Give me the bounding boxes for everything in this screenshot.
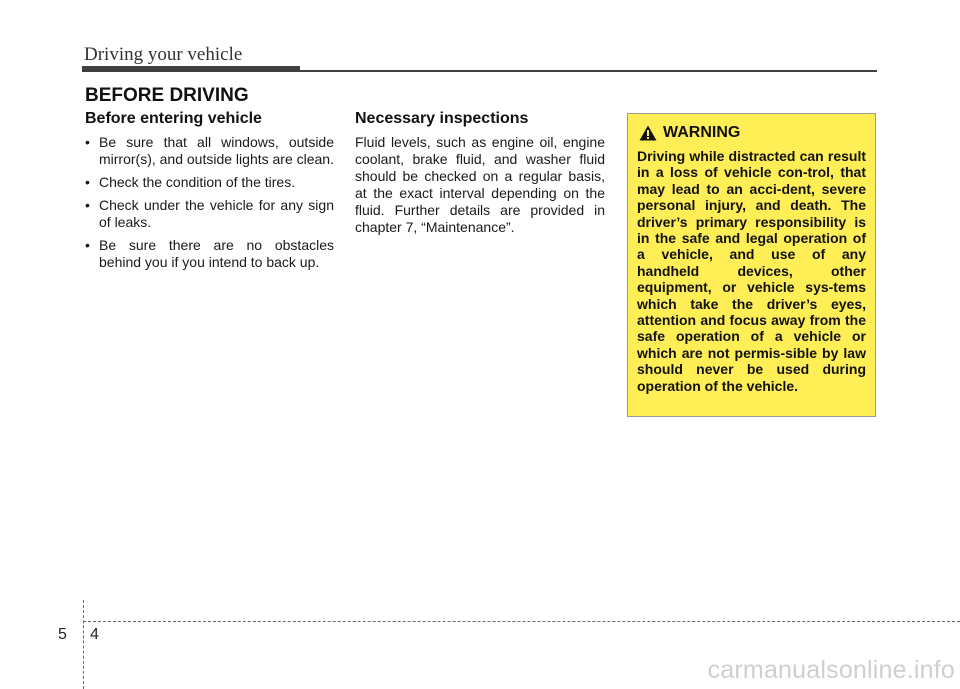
warning-box	[627, 113, 876, 417]
header-rule	[300, 70, 877, 72]
inspections-column	[355, 110, 605, 236]
inspections-heading: Necessary inspections	[355, 110, 529, 127]
warning-title: WARNING	[663, 124, 741, 141]
before-entering-heading: Before entering vehicle	[85, 110, 262, 127]
list-item: • Be sure there are no obstacles behind you if you intend to back up.	[85, 237, 334, 271]
list-item: • Check the condition of the tires.	[85, 174, 334, 191]
before-entering-column	[85, 110, 334, 277]
page-number: 4	[90, 626, 99, 643]
list-item: • Be sure that all windows, outside mirror(s), and outside lights are clean.	[85, 134, 334, 168]
running-header: Driving your vehicle	[84, 44, 243, 65]
inspections-paragraph: Fluid levels, such as engine oil, engine coolant, brake fluid, and washer fluid should be checked on a regular basis, at the exact interval depending on the fluid. Further details are provided in chapter 7, “Maintenance”.	[355, 134, 605, 235]
warning-text: Driving while distracted can result in a loss of vehicle con-trol, that may lead to an acci-dent, severe personal injury, and death. The driver’s primary responsibility is in the safe and legal operation of a vehicle, and use of any handheld devices, other equipment, or vehicle sys-tems which take the driver’s eyes, attention and focus away from the safe operation of a vehicle or which are not permis-sible by law should never be used during operation of the vehicle.	[637, 148, 866, 394]
before-entering-list	[85, 134, 334, 271]
footer-rule	[83, 621, 960, 622]
warning-triangle-icon	[639, 125, 657, 141]
warning-header	[637, 124, 866, 142]
watermark: carmanualsonline.info	[707, 656, 955, 684]
footer-divider	[83, 600, 84, 689]
list-item: • Check under the vehicle for any sign of leaks.	[85, 197, 334, 231]
header-bar	[82, 66, 300, 72]
chapter-number: 5	[58, 626, 67, 643]
section-title: BEFORE DRIVING	[85, 85, 249, 106]
